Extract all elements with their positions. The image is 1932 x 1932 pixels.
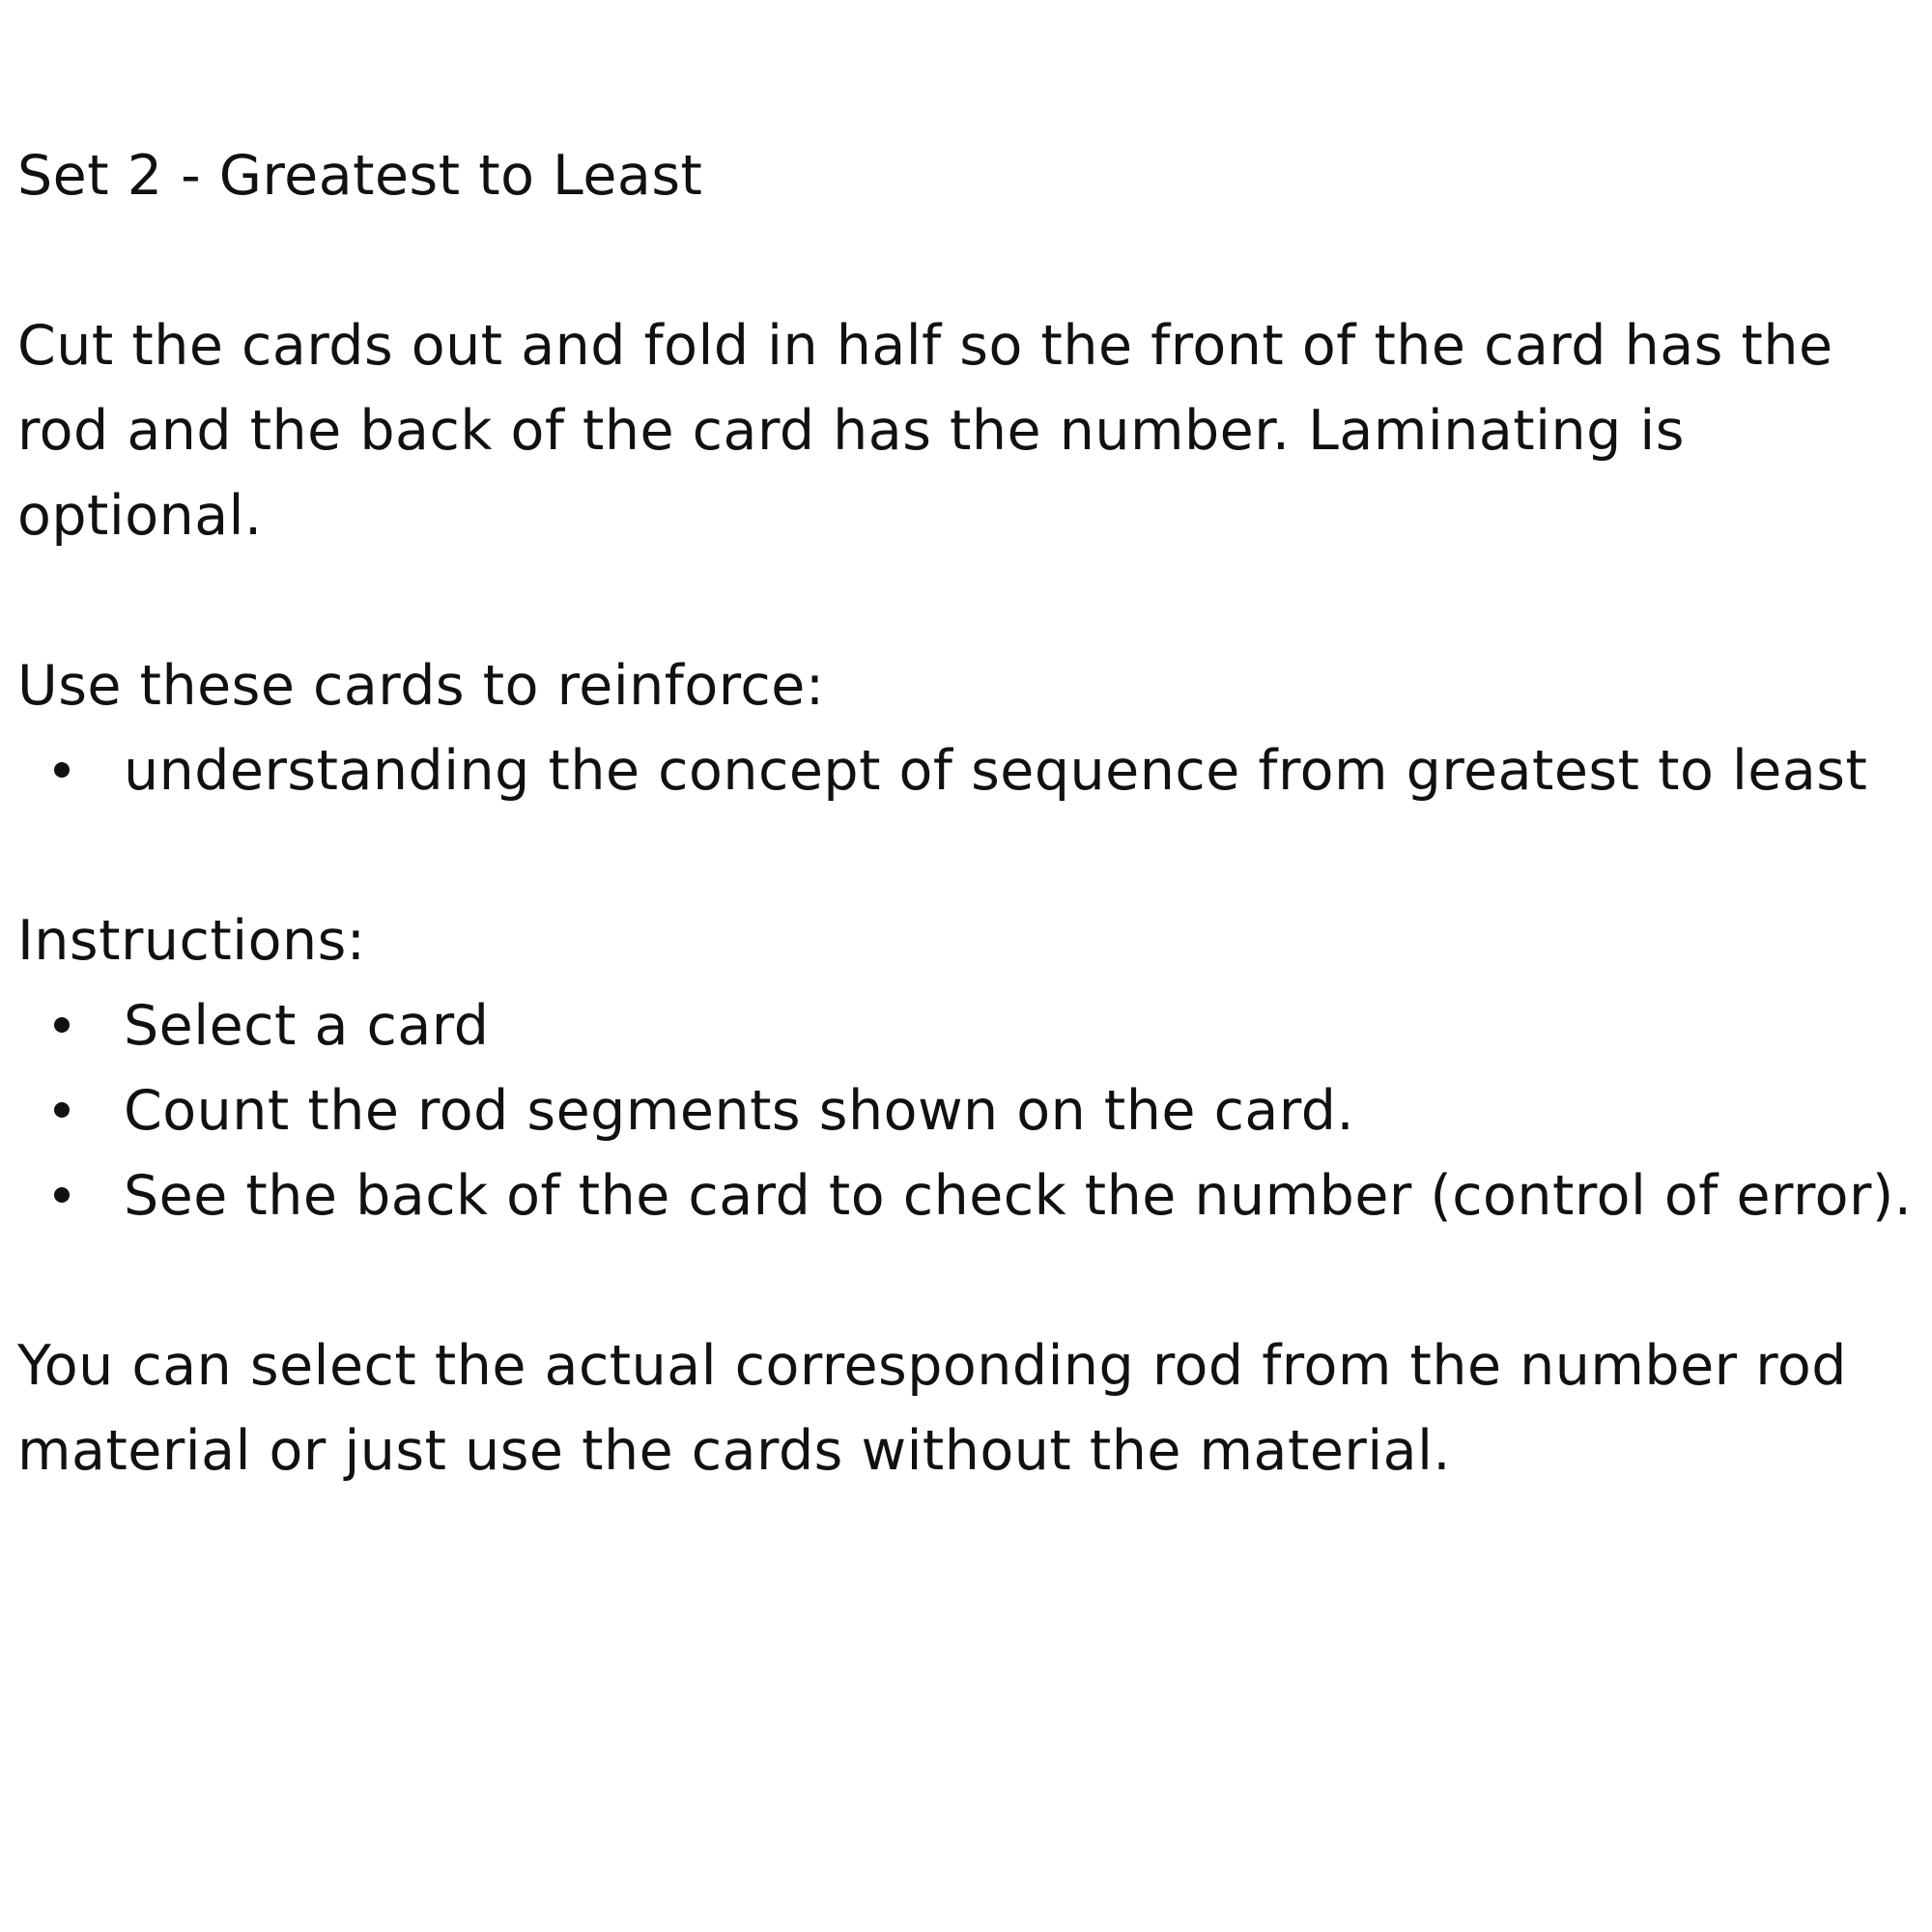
reinforce-heading: Use these cards to reinforce:: [17, 654, 825, 718]
list-item-text: See the back of the card to check the number (control of error).: [124, 1164, 1913, 1228]
list-item: [17, 1068, 1920, 1153]
instructions-heading: Instructions:: [17, 909, 366, 973]
list-item-text: understanding the concept of sequence from greatest to least: [124, 739, 1868, 803]
spacer: [17, 218, 1920, 303]
spacer: [17, 813, 1920, 898]
bullet-icon: [54, 1017, 70, 1033]
spacer: [17, 1238, 1920, 1323]
instructions-list: [17, 983, 1920, 1238]
document-title: Set 2 - Greatest to Least: [17, 144, 703, 208]
spacer: [17, 558, 1920, 643]
intro-paragraph: Cut the cards out and fold in half so the front of the card has the rod and the back of the card has the number. Laminating is optional.: [17, 314, 1833, 548]
list-item: [17, 1153, 1920, 1238]
list-item-text: Count the rod segments shown on the card.: [124, 1079, 1355, 1143]
bullet-icon: [54, 1187, 70, 1203]
document-body: [17, 133, 1920, 1493]
reinforce-list: [17, 728, 1920, 813]
list-item: [17, 983, 1920, 1068]
bullet-icon: [54, 762, 70, 778]
bullet-icon: [54, 1102, 70, 1118]
list-item: [17, 728, 1920, 813]
list-item-text: Select a card: [124, 994, 490, 1058]
closing-paragraph: You can select the actual corresponding rod from the number rod material or just use the cards without the material.: [17, 1334, 1847, 1483]
